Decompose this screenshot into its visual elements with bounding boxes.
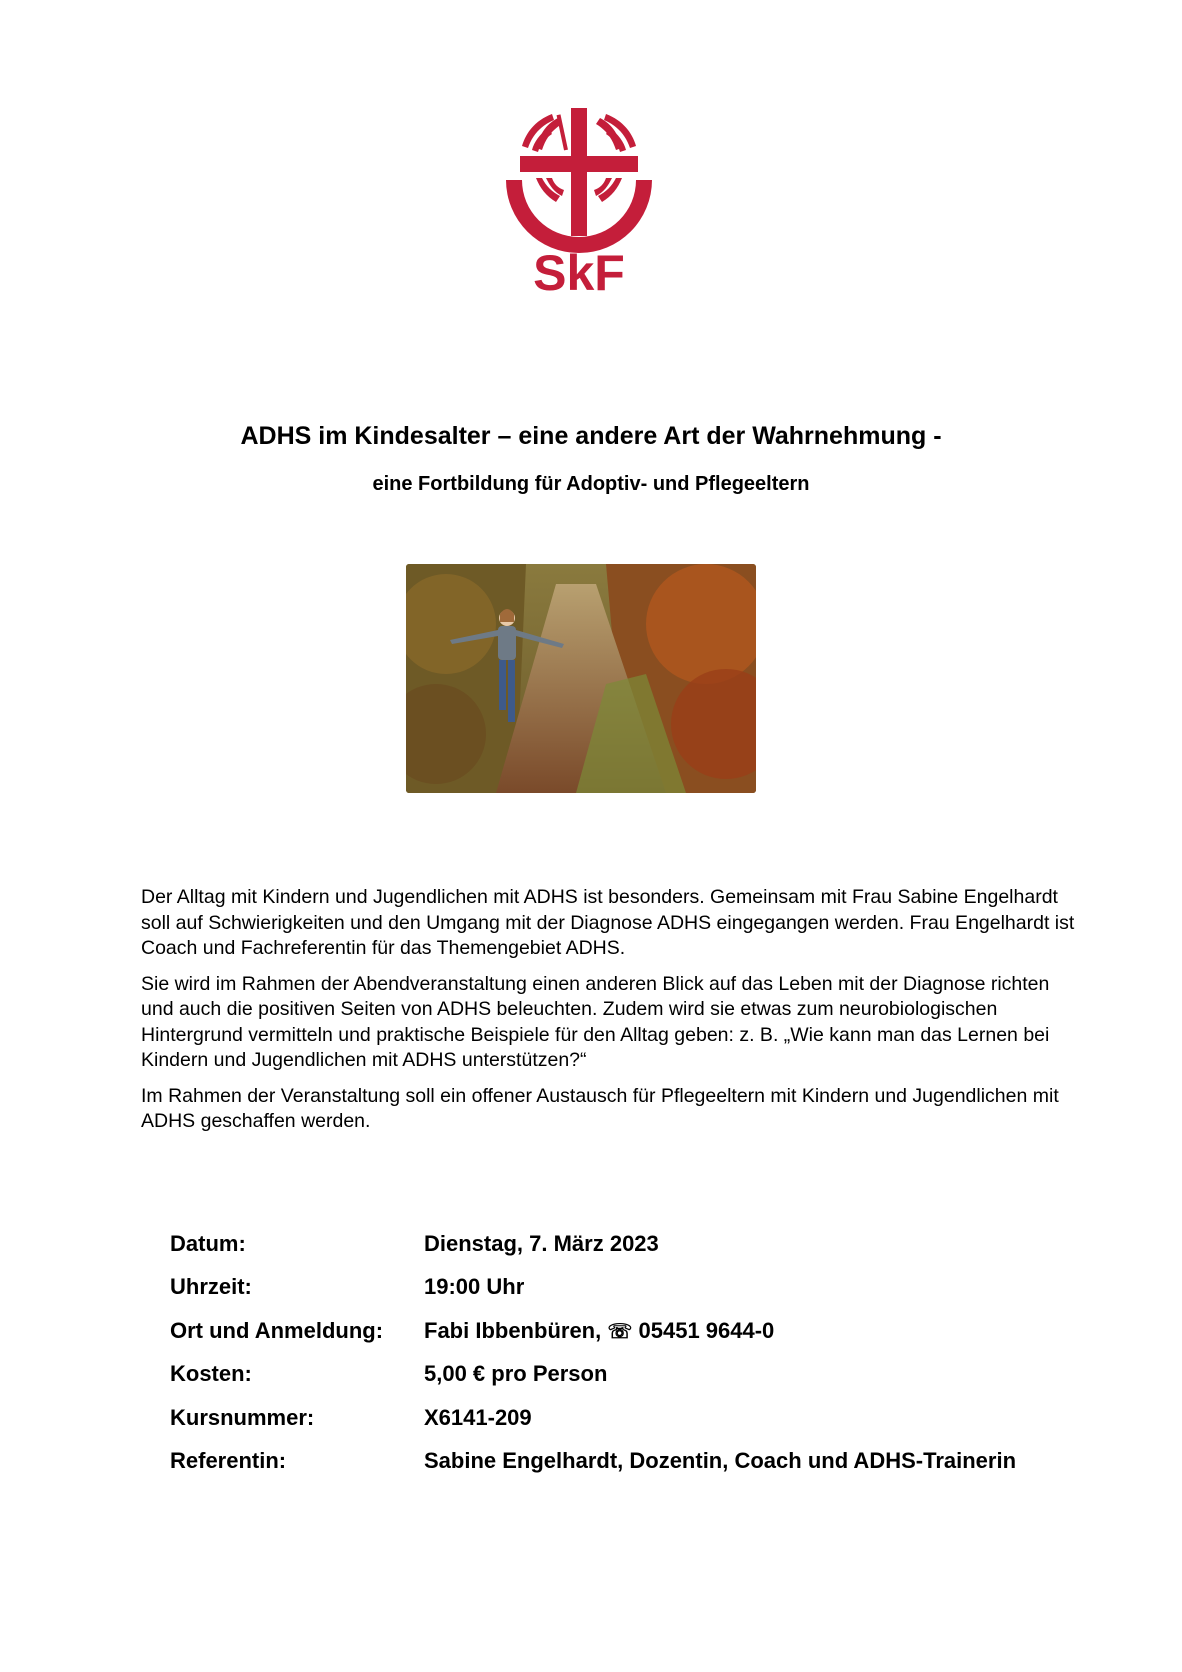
page-title: ADHS im Kindesalter – eine andere Art der Wahrnehmung - [240,422,942,450]
page-subtitle: eine Fortbildung für Adoptiv- und Pflegeeltern [372,473,810,495]
svg-text:SkF: SkF [533,245,625,298]
detail-value-group [424,1309,1016,1353]
detail-value: 5,00 € pro Person [424,1361,608,1387]
description [141,885,1081,1145]
child-autumn-path-photo [406,564,756,793]
detail-label: Datum: [170,1230,246,1256]
detail-value: Sabine Engelhardt, Dozentin, Coach und ADHS-Trainerin [424,1448,1017,1474]
detail-row-speaker [170,1440,1016,1484]
phone-number: 05451 9644-0 [638,1317,775,1343]
detail-value: 19:00 Uhr [424,1274,525,1300]
detail-value: X6141-209 [424,1404,532,1430]
detail-row-time [170,1266,1016,1310]
detail-row-date [170,1222,1016,1266]
detail-label: Kosten: [170,1361,252,1387]
detail-label: Kursnummer: [170,1404,315,1430]
detail-label: Ort und Anmeldung: [170,1317,384,1343]
detail-row-cost [170,1353,1016,1397]
description-paragraph: Sie wird im Rahmen der Abendveranstaltung einen anderen Blick auf das Leben mit der Diagnose richten und auch die positiven Seiten von ADHS beleuchten. Zudem wird sie etwas zum neurobiologischen Hintergrund vermitteln und praktische Beispiele für den Alltag geben: z. B. „Wie kann man das Lernen bei Kindern und Jugendlichen mit ADHS unterstützen?“ [141,972,1050,1071]
telephone-icon: ☏ [607,1320,633,1343]
description-paragraph: Im Rahmen der Veranstaltung soll ein offener Austausch für Pflegeeltern mit Kindern und Jugendlichen mit ADHS geschaffen werden. [141,1084,1059,1132]
detail-row-course-number [170,1396,1016,1440]
detail-value: Dienstag, 7. März 2023 [424,1230,659,1256]
detail-label: Referentin: [170,1448,287,1474]
event-details [170,1222,1016,1483]
detail-value: Fabi Ibbenbüren, [424,1317,602,1343]
skf-logo [506,106,652,298]
detail-row-location [170,1309,1016,1353]
detail-label: Uhrzeit: [170,1274,252,1300]
description-paragraph: Der Alltag mit Kindern und Jugendlichen mit ADHS ist besonders. Gemeinsam mit Frau Sabine Engelhardt soll auf Schwierigkeiten und den Umgang mit der Diagnose ADHS eingegangen werden. Frau Engelhardt ist Coach und Fachreferentin für das Themengebiet ADHS. [141,886,1075,959]
